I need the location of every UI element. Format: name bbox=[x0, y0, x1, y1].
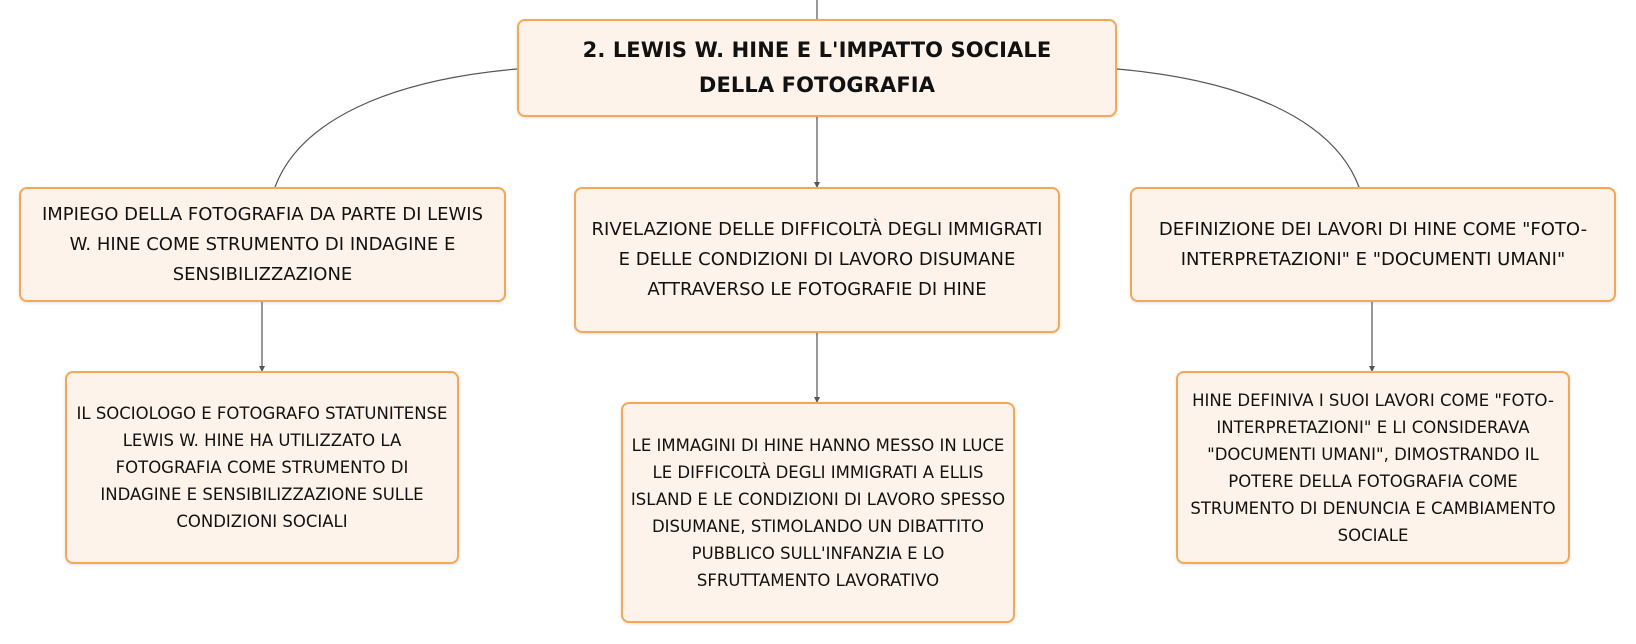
connector-root-to-branch-1 bbox=[275, 69, 517, 187]
detail-3-text: HINE DEFINIVA I SUOI LAVORI COME "FOTO-INTERPRETAZIONI" E LI CONSIDERAVA "DOCUMENTI UMANI", DIMOSTRANDO IL POTERE DELLA FOTOGRAFIA COME STRUMENTO DI DENUNCIA E CAMBIAMENTO SOCIALE bbox=[1190, 390, 1556, 545]
detail-node-2[interactable] bbox=[621, 402, 1015, 623]
branch-3-title: DEFINIZIONE DEI LAVORI DI HINE COME "FOTO-INTERPRETAZIONI" E "DOCUMENTI UMANI" bbox=[1158, 218, 1588, 270]
branch-node-3[interactable] bbox=[1130, 187, 1616, 302]
connector-root-to-branch-3 bbox=[1117, 69, 1359, 187]
detail-node-3[interactable] bbox=[1176, 371, 1570, 564]
branch-1-title: IMPIEGO DELLA FOTOGRAFIA DA PARTE DI LEWIS W. HINE COME STRUMENTO DI INDAGINE E SENSIBILIZZAZIONE bbox=[41, 203, 484, 285]
branch-node-2[interactable] bbox=[574, 187, 1060, 333]
detail-node-1[interactable] bbox=[65, 371, 459, 564]
branch-2-title: RIVELAZIONE DELLE DIFFICOLTÀ DEGLI IMMIGRATI E DELLE CONDIZIONI DI LAVORO DISUMANE ATTRAVERSO LE FOTOGRAFIE DI HINE bbox=[591, 219, 1043, 300]
detail-1-text: IL SOCIOLOGO E FOTOGRAFO STATUNITENSE LEWIS W. HINE HA UTILIZZATO LA FOTOGRAFIA COME STRUMENTO DI INDAGINE E SENSIBILIZZAZIONE SULLE CONDIZIONI SOCIALI bbox=[76, 404, 448, 531]
detail-2-text: LE IMMAGINI DI HINE HANNO MESSO IN LUCE LE DIFFICOLTÀ DEGLI IMMIGRATI A ELLIS ISLAND E LE CONDIZIONI DI LAVORO SPESSO DISUMANE, STIMOLANDO UN DIBATTITO PUBBLICO SULL'INFANZIA E LO SFRUTTAMENTO LAVORATIVO bbox=[630, 435, 1006, 590]
root-topic-title: 2. LEWIS W. HINE E L'IMPATTO SOCIALE DELLA FOTOGRAFIA bbox=[582, 38, 1052, 97]
root-topic-node[interactable] bbox=[517, 19, 1117, 117]
branch-node-1[interactable] bbox=[19, 187, 506, 302]
